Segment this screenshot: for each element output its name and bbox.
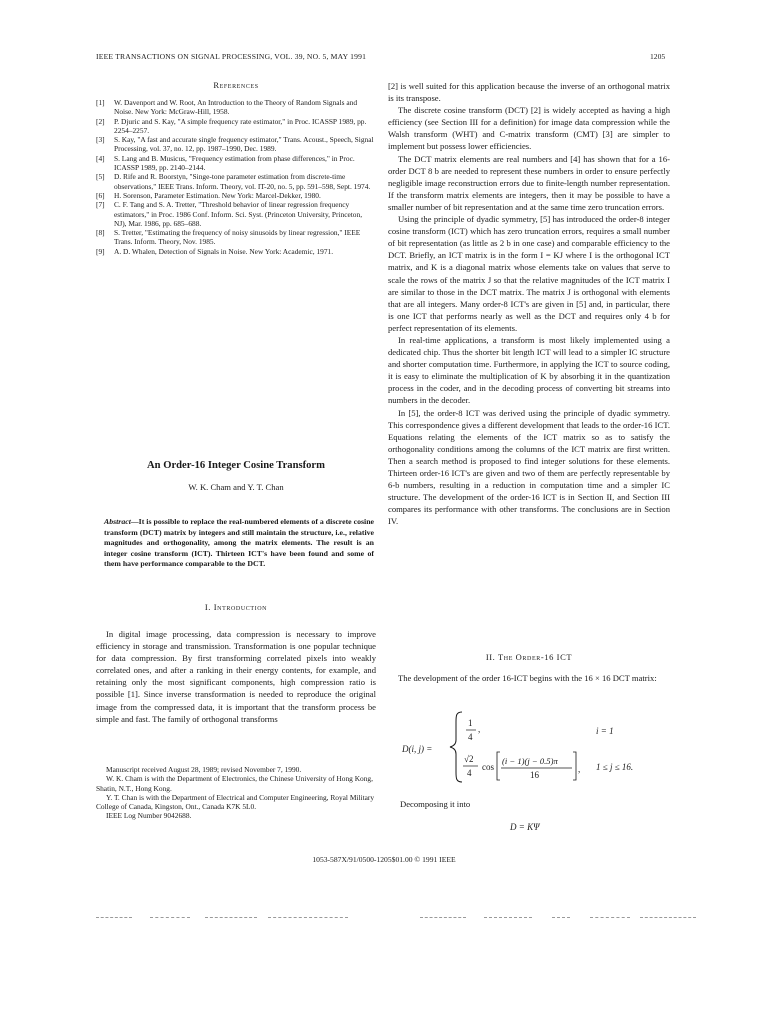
reference-text: C. F. Tang and S. A. Tretter, "Threshold behavior of linear regression frequency estimators," in Proc. 1986 Conf. Inform. Sci. Syst. (Princeton University, Princeton, NJ), Mar. 1986, pp. 685–688.	[114, 200, 363, 228]
row1-denominator: 4	[468, 732, 473, 742]
footnote	[96, 765, 376, 821]
running-header: IEEE TRANSACTIONS ON SIGNAL PROCESSING, VOL. 39, NO. 5, MAY 1991	[96, 52, 367, 61]
introduction-heading: I. Introduction	[204, 602, 268, 612]
reference-text: S. Tretter, "Estimating the frequency of noisy sinusoids by linear regression," IEEE Trans. Inform. Theory, Nov. 1985.	[114, 228, 361, 247]
abstract-lead: Abstract—	[104, 517, 139, 526]
reference-text: D. Rife and R. Boorstyn, "Singe-tone parameter estimation from discrete-time observations," IEEE Trans. Inform. Theory, vol. IT-20, no. 5, pp. 591–598, Sept. 1974.	[114, 172, 371, 191]
introduction-body	[96, 628, 376, 725]
reference-number: [9]	[96, 246, 105, 256]
row2-comma: ,	[578, 764, 581, 774]
footnote-received: Manuscript received August 28, 1989; revised November 7, 1990.	[106, 765, 302, 774]
scan-artifact-line	[150, 917, 190, 918]
brace-icon	[450, 712, 462, 782]
copyright-line: 1053-587X/91/0500-1205$01.00 © 1991 IEEE	[312, 855, 456, 864]
scan-artifact-line	[484, 917, 532, 918]
body-paragraph: The discrete cosine transform (DCT) [2] is widely accepted as having a high efficiency (see Section III for a definition) for image data compression while the Walsh transform (WHT) and C-matrix transform (CMT) [3] are simpler to implement but possess lower efficiencies.	[388, 105, 670, 152]
section-two-body	[388, 672, 670, 684]
reference-text: H. Sorenson, Parameter Estimation. New York: Marcel-Dekker, 1980.	[114, 190, 321, 200]
reference-number: [5]	[96, 172, 105, 182]
body-paragraph: [2] is well suited for this application because the inverse of an orthogonal matrix is its transpose.	[388, 81, 670, 104]
row2-coef-denominator: 4	[467, 768, 472, 778]
row1-condition: i = 1	[596, 726, 614, 736]
body-paragraph: The DCT matrix elements are real numbers and [4] has shown that for a 16-order DCT 8 b are needed to represent these numbers in order to ensure perfectly negligible image reconstruction errors due to finite-length number representation. If the transform matrix elements are integers, then it may be possible to have a smaller number of bit representation and at the same time zero truncation errors.	[388, 153, 670, 212]
right-column-body	[388, 80, 670, 527]
introduction-paragraph: In digital image processing, data compression is necessary to improve efficiency in storage and transmission. Transformation is one popular technique for data compression. By first transforming correlated pixels into weakly correlated ones, and after a ranking in their energy contents, for example, and retaining only the most significant components, high compression ratio is possible [1]. Since inverse transformation is needed to reproduce the original image from the compressed data, it is important that the transform process be simple and fast. The family of orthogonal transforms	[96, 629, 376, 724]
reference-list	[96, 98, 376, 256]
reference-item	[96, 172, 376, 191]
equation-lhs: D(i, j) =	[402, 744, 433, 754]
right-bracket-icon	[573, 752, 576, 780]
reference-number: [1]	[96, 98, 105, 107]
reference-number: [3]	[96, 135, 105, 145]
references-section	[96, 80, 376, 256]
paper-authors: W. K. Cham and Y. T. Chan	[188, 482, 284, 492]
row1-numerator: 1	[468, 718, 473, 728]
reference-item	[96, 228, 376, 247]
scan-artifact-line	[640, 917, 696, 918]
reference-number: [8]	[96, 228, 105, 238]
reference-text: S. Lang and B. Musicus, "Frequency estimation from phase differences," in Proc. ICASSP 1989, pp. 2140–2144.	[114, 153, 355, 173]
page-number: 1205	[650, 52, 666, 61]
reference-number: [6]	[96, 190, 105, 200]
footnote-log-number: IEEE Log Number 9042688.	[106, 811, 192, 821]
reference-item	[96, 117, 376, 136]
scan-artifact-line	[268, 917, 348, 918]
row2-arg-denominator: 16	[530, 770, 539, 780]
row2-arg-numerator: (i − 1)(j − 0.5)π	[502, 756, 558, 766]
scan-artifact-line	[96, 917, 132, 918]
body-paragraph: Using the principle of dyadic symmetry, [5] has introduced the order-8 integer cosine transform (ICT) which has zero truncation errors, requires a small number of bit representation (as little as 2 b in one case) and comparable efficiency to the DCT. Briefly, an ICT matrix is in the form I = KJ where I is the orthogonal ICT matrix, and K is a diagonal matrix whose elements take on values that serve to scale the rows of the matrix J so that the relative magnitudes of the ICT matrix I are similar to those in the DCT matrix. The matrix J is orthogonal with elements that are all integers. Many order-8 ICT's are given in [5] and, in particular, there is one ICT that performs nearly as well as the DCT and requires only 4 b for perfect representation of its elements.	[388, 214, 670, 333]
reference-item	[96, 98, 376, 117]
reference-item	[96, 154, 376, 173]
reference-text: W. Davenport and W. Root, An Introduction to the Theory of Random Signals and Noise. New York: McGraw-Hill, 1958.	[114, 98, 358, 117]
reference-item	[96, 200, 376, 228]
scan-artifact-line	[552, 917, 570, 918]
reference-item	[96, 135, 376, 154]
abstract-text: It is possible to replace the real-numbered elements of a discrete cosine transform (DCT) matrix by integers and still maintain the structure, i.e., relative magnitudes and orthogonality, among the matrix elements. The result is an integer cosine transform (ICT). Thirteen ICT's have been found and some of them have performance comparable to the DCT.	[104, 517, 374, 569]
decomposition-equation: D = KΨ	[510, 822, 540, 832]
paper-title: An Order-16 Integer Cosine Transform	[147, 460, 325, 471]
footnote-author1: W. K. Cham is with the Department of Electronics, the Chinese University of Hong Kong, Shatin, N.T., Hong Kong.	[96, 774, 373, 793]
body-paragraph: In [5], the order-8 ICT was derived using the principle of dyadic symmetry. This correspondence gives a different development that leads to the order-16 ICT. Equations relating the elements of the ICT matrix so as to satisfy the orthogonality conditions among the columns of the ICT matrix are first written. Then a search method is proposed to find integer solutions for these elements. Thirteen order-16 ICT's are given and two of them are perfectly representable by 6-b numbers, resulting in a reduction in computation time and a simpler IC structure. The development of the order-16 ICT is in Section II, and Section III compares its performance with other transforms. The conclusions are in Section IV.	[388, 407, 670, 527]
reference-text: P. Djuric and S. Kay, "A simple frequency rate estimator," in Proc. ICASSP 1989, pp. 2254–2257.	[114, 116, 367, 135]
reference-text: S. Kay, "A fast and accurate single frequency estimator," Trans. Acoust., Speech, Signal Processing, vol. 37, no. 12, pp. 1987–1990, Dec. 1989.	[114, 135, 374, 154]
abstract	[104, 517, 374, 570]
reference-number: [4]	[96, 153, 105, 163]
references-heading: References	[213, 80, 259, 90]
scan-artifact-line	[205, 917, 257, 918]
row2-coef-numerator: √2	[464, 754, 474, 764]
reference-item	[96, 191, 376, 200]
row2-condition: 1 ≤ j ≤ 16.	[596, 762, 634, 772]
left-bracket-icon	[497, 752, 500, 780]
row1-comma: ,	[478, 724, 481, 734]
scan-artifact-line	[420, 917, 466, 918]
scan-artifact-line	[590, 917, 630, 918]
decomposition-text: Decomposing it into	[400, 799, 471, 809]
body-paragraph: In real-time applications, a transform is most likely implemented using a dedicated chip. Thus the shorter bit length ICT will lead to a simpler IC structure and shorter computation time. Furthermore, in applying the ICT to source coding, it is easy to eliminate the multiplication of K by absorbing it in the quantization process in the coder, and in the decoding process of converting bit streams into numbers in the decoder.	[388, 334, 670, 406]
dct-equation	[400, 708, 670, 786]
reference-text: A. D. Whalen, Detection of Signals in Noise. New York: Academic, 1971.	[114, 246, 334, 256]
reference-item	[96, 247, 376, 256]
section-two-paragraph: The development of the order 16-ICT begins with the 16 × 16 DCT matrix:	[398, 673, 657, 683]
footnote-author2: Y. T. Chan is with the Department of Electrical and Computer Engineering, Royal Military College of Canada, Kingston, Ont., Canada K7K 5L0.	[96, 792, 375, 812]
row2-function: cos	[482, 762, 494, 772]
section-two-heading: II. The Order-16 ICT	[485, 652, 573, 662]
reference-number: [2]	[96, 116, 105, 126]
reference-number: [7]	[96, 200, 105, 210]
